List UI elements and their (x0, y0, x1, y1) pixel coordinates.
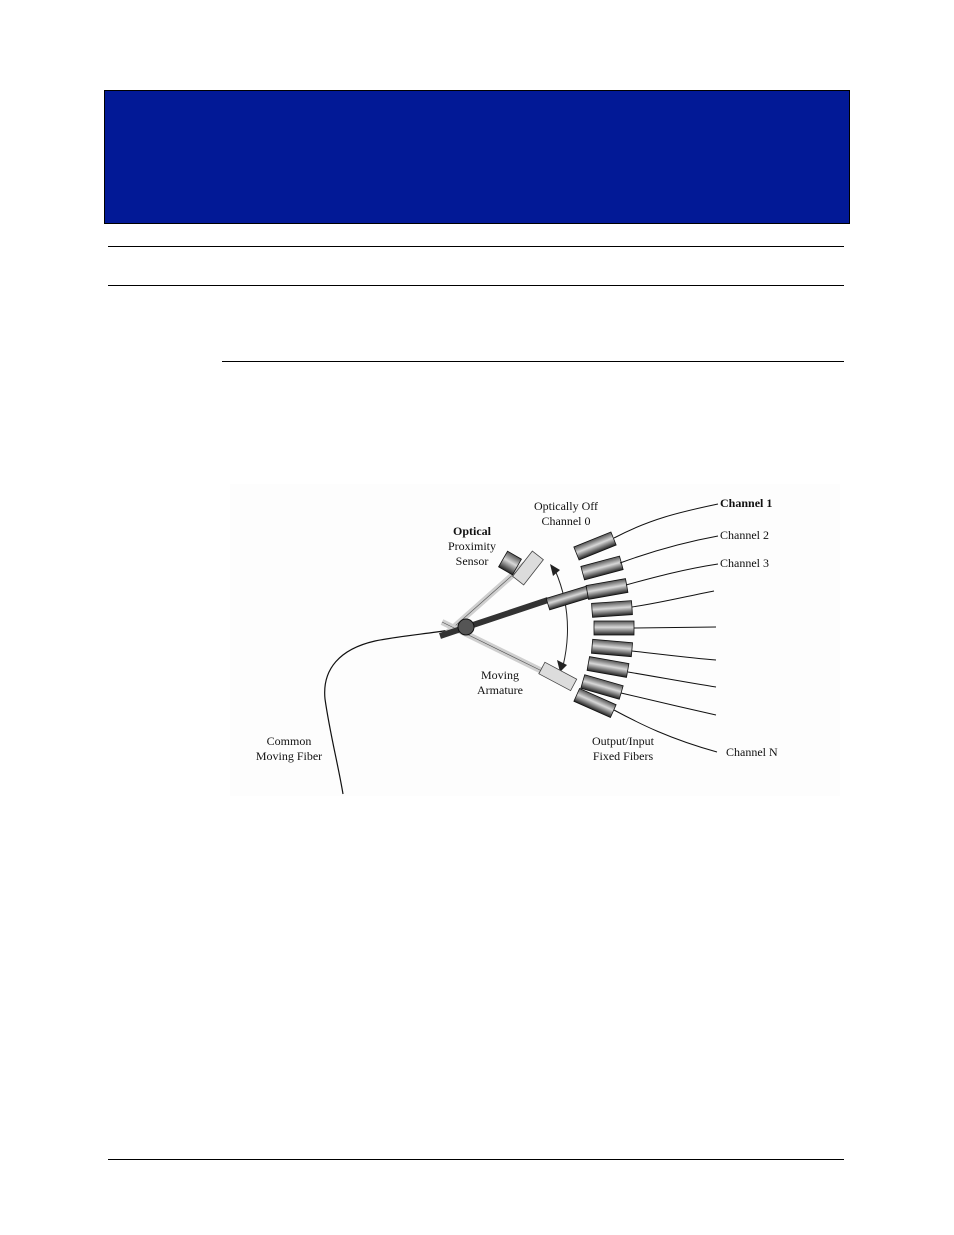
label-channel-0: Channel 0 (541, 514, 591, 528)
label-output-input: Output/Input (592, 734, 654, 748)
fiber-line-6 (632, 651, 716, 660)
label-sensor-sensor: Sensor (455, 554, 489, 568)
diagram-canvas (230, 484, 840, 796)
label-moving: Moving (480, 668, 520, 682)
divider-top (108, 246, 844, 247)
fiber-line-5 (634, 627, 716, 628)
common-moving-fiber (325, 630, 450, 794)
fiber-line-7 (628, 672, 716, 687)
fiber-line-4 (632, 591, 714, 607)
ferrule-5 (594, 621, 634, 635)
ferrule-4 (592, 601, 633, 618)
armature-active-tip (546, 586, 590, 610)
arrow-up-icon (550, 564, 560, 576)
label-moving-fiber: Moving Fiber (255, 749, 323, 763)
divider-section (222, 361, 844, 362)
label-sensor-optical: Optical (453, 524, 491, 538)
label-common: Common (266, 734, 312, 748)
label-armature: Armature (477, 683, 523, 697)
fiber-switch-diagram (230, 484, 840, 796)
label-optically-off: Optically Off (533, 499, 599, 513)
fiber-line-3 (626, 564, 718, 585)
label-channel-n: Channel N (726, 745, 778, 759)
header-banner (104, 90, 850, 224)
motion-arc (555, 570, 568, 666)
ferrule-6 (591, 639, 632, 656)
fixed-fiber-ferrules (574, 532, 634, 718)
ferrule-3 (586, 579, 628, 600)
fiber-line-1 (614, 504, 718, 538)
label-sensor-proximity: Proximity (447, 539, 497, 553)
divider-second (108, 285, 844, 286)
label-channel-3: Channel 3 (720, 556, 769, 570)
label-channel-2: Channel 2 (720, 528, 769, 542)
fiber-line-2 (620, 536, 718, 563)
armature-lower-tip (539, 662, 577, 690)
ferrule-1 (574, 532, 616, 560)
ferrule-7 (587, 657, 629, 678)
divider-footer (108, 1159, 844, 1160)
pivot-icon (458, 619, 474, 635)
label-channel-1: Channel 1 (720, 496, 773, 510)
ferrule-2 (581, 556, 623, 580)
fiber-line-8 (621, 693, 716, 715)
label-fixed-fibers: Fixed Fibers (592, 749, 654, 763)
armature-active-rod (440, 600, 548, 636)
